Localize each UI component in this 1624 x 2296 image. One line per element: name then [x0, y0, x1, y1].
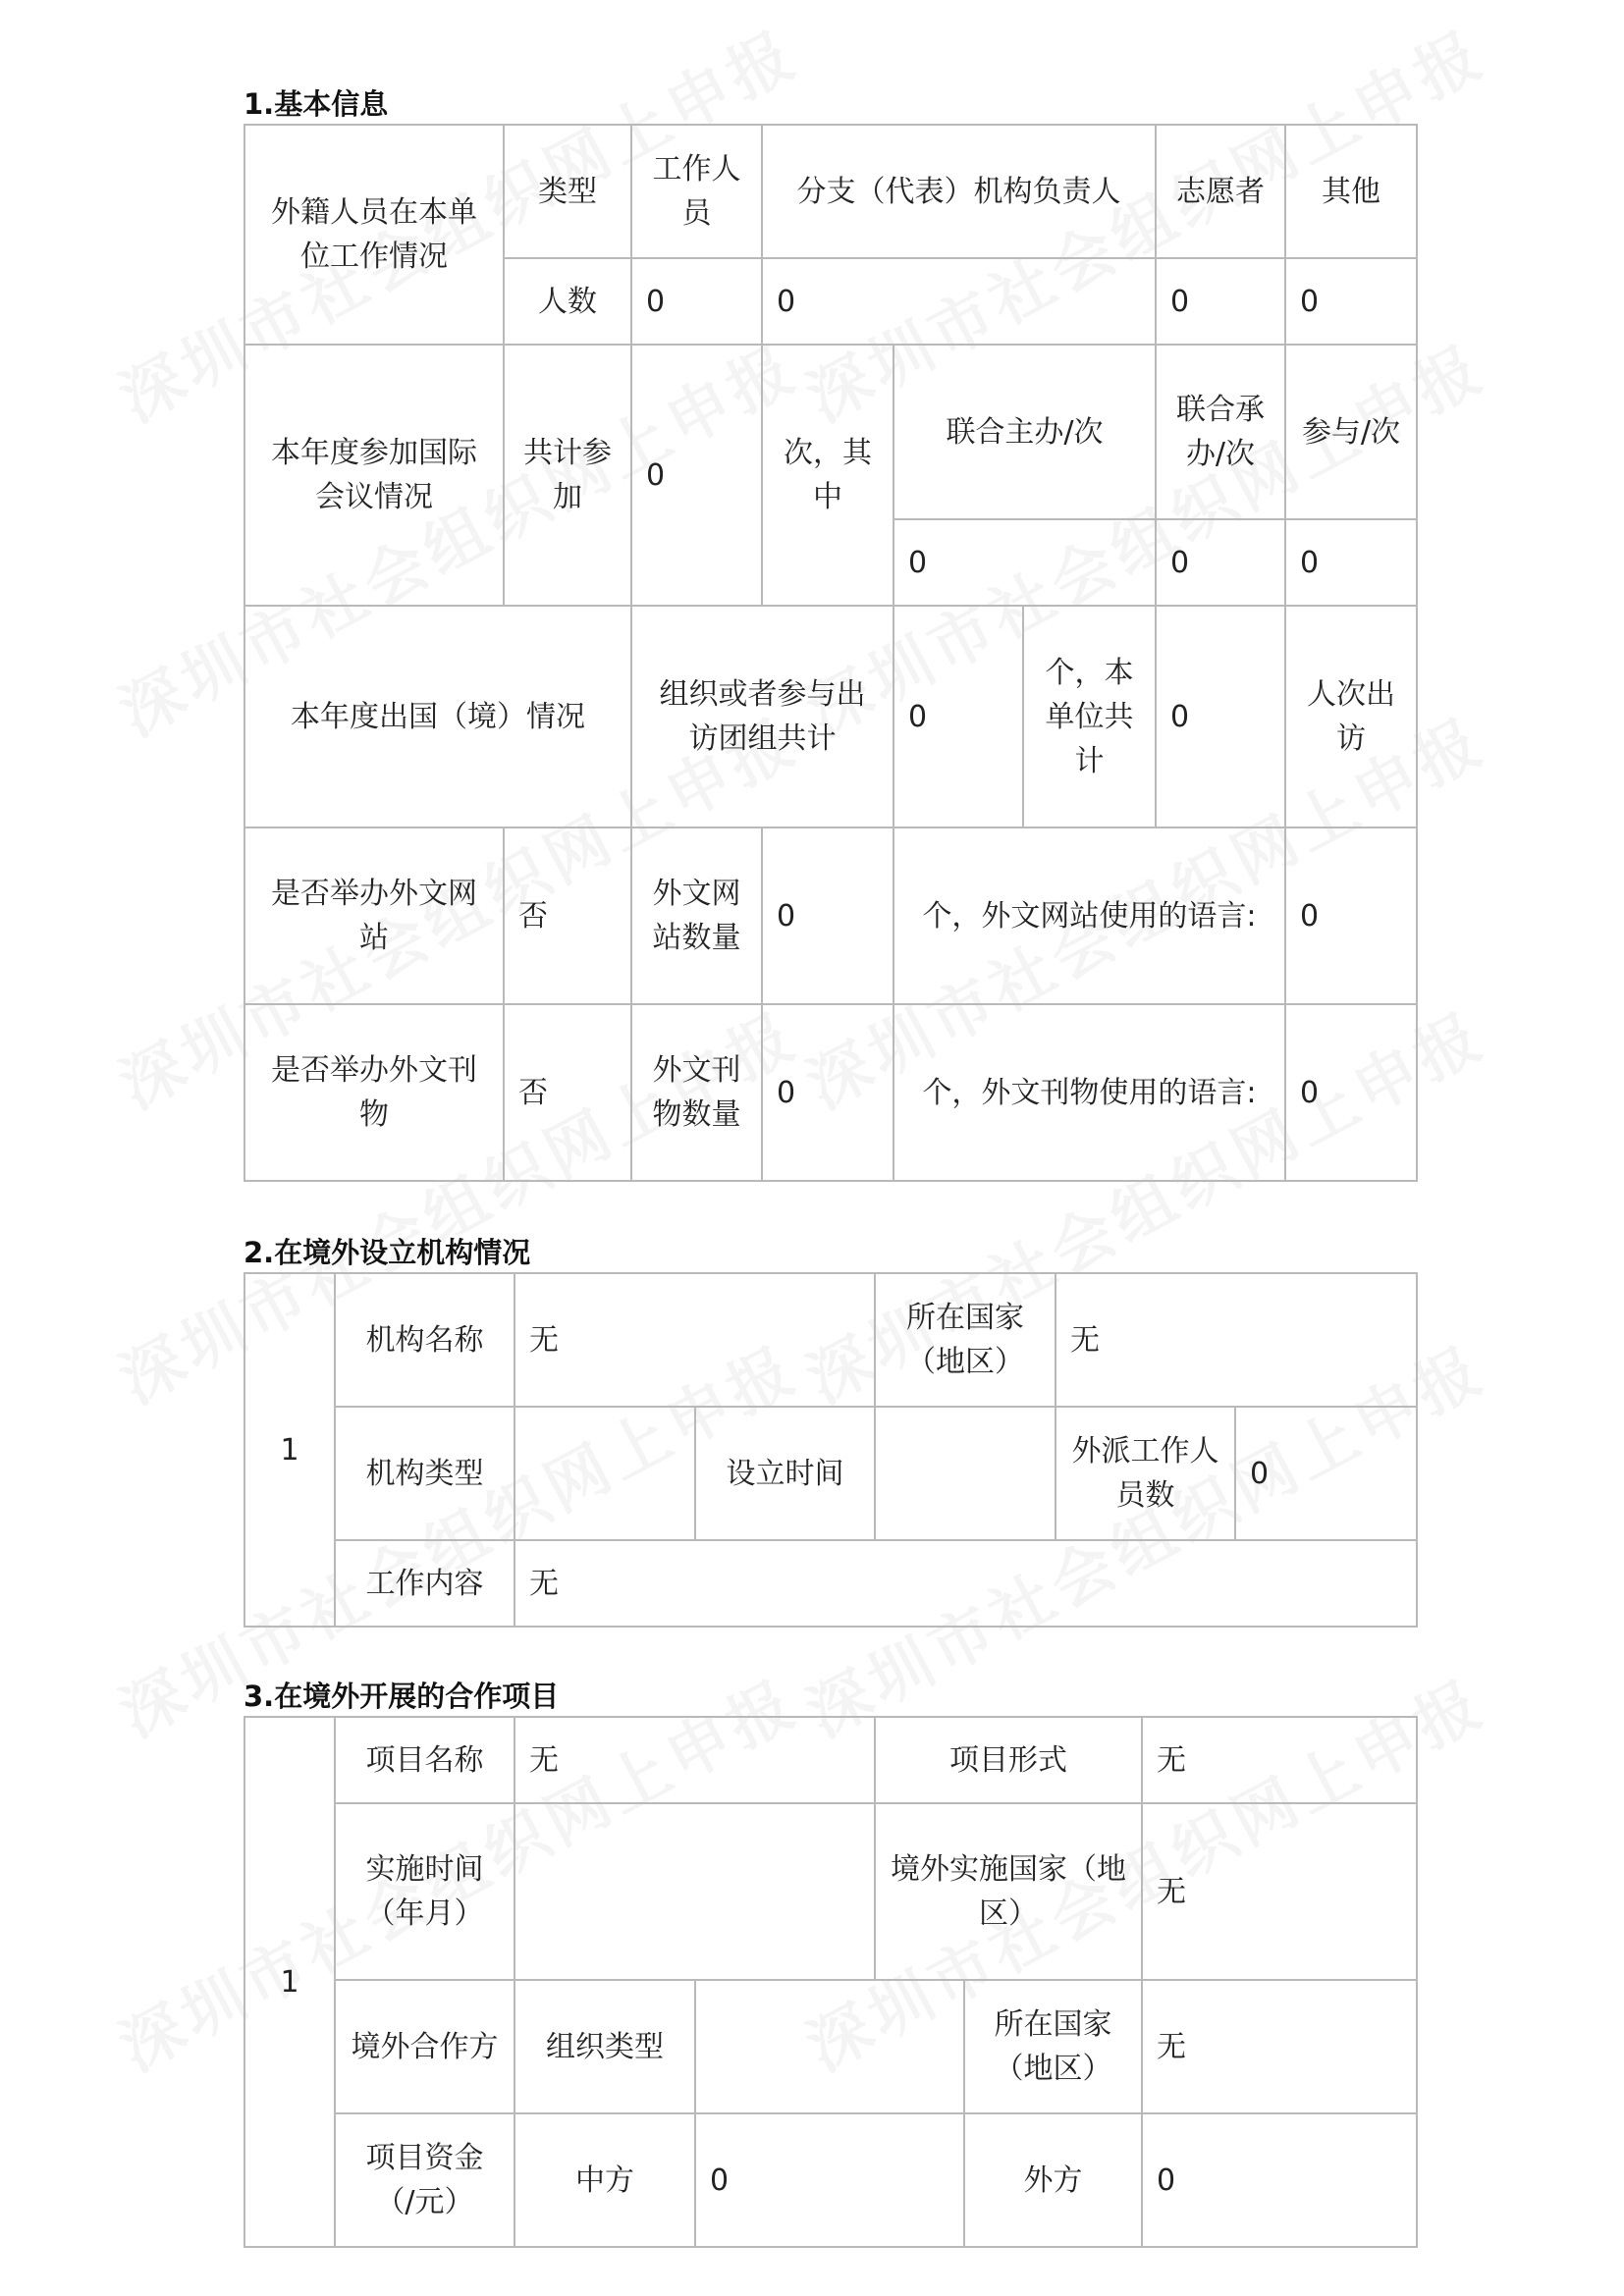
- groups-label: 组织或者参与出访团组共计: [631, 606, 893, 828]
- section-2-title: 2.在境外设立机构情况: [244, 1236, 531, 1269]
- col-other: 其他: [1285, 125, 1417, 258]
- periodical-count-value: 0: [762, 1004, 893, 1181]
- org-type-label: 组织类型: [514, 1980, 695, 2113]
- org-type-value: [695, 1980, 964, 2113]
- impl-time-value: [514, 1803, 875, 1980]
- overseas-org-table: [244, 1272, 1418, 1628]
- chinese-side-value: 0: [695, 2113, 964, 2247]
- participate-value: 0: [1285, 519, 1417, 606]
- project-name-label: 项目名称: [335, 1717, 514, 1803]
- section-1-title: 1.基本信息: [244, 87, 389, 121]
- website-count-value: 0: [762, 828, 893, 1004]
- foreign-periodical-value: 否: [504, 1004, 631, 1181]
- project-form-label: 项目形式: [875, 1717, 1142, 1803]
- org-type-label: 机构类型: [335, 1407, 514, 1540]
- col-volunteer: 志愿者: [1156, 125, 1285, 258]
- foreign-website-value: 否: [504, 828, 631, 1004]
- unit-total-value: 0: [1156, 606, 1285, 828]
- website-count-label: 外文网站数量: [631, 828, 762, 1004]
- unit-total-label: 个，本单位共计: [1023, 606, 1156, 828]
- work-content-value: 无: [514, 1540, 1417, 1627]
- total-label: 共计参加: [504, 345, 631, 606]
- overseas-visits-label: 本年度出国（境）情况: [244, 606, 631, 828]
- periodical-lang-label: 个，外文刊物使用的语言:: [893, 1004, 1285, 1181]
- setup-time-label: 设立时间: [695, 1407, 875, 1540]
- work-content-label: 工作内容: [335, 1540, 514, 1627]
- val-branch-head: 0: [762, 258, 1156, 345]
- funds-label: 项目资金（/元）: [335, 2113, 514, 2247]
- periodical-lang-value: 0: [1285, 1004, 1417, 1181]
- impl-country-label: 境外实施国家（地区）: [875, 1803, 1142, 1980]
- foreign-side-value: 0: [1142, 2113, 1417, 2247]
- intl-meetings-label: 本年度参加国际会议情况: [244, 345, 504, 606]
- periodical-count-label: 外文刊物数量: [631, 1004, 762, 1181]
- staff-count-label: 外派工作人员数: [1056, 1407, 1235, 1540]
- times-among: 次，其中: [762, 345, 893, 606]
- partner-country-value: 无: [1142, 1980, 1417, 2113]
- col-staff: 工作人员: [631, 125, 762, 258]
- col-branch-head: 分支（代表）机构负责人: [762, 125, 1156, 258]
- type-label: 类型: [504, 125, 631, 258]
- project-name-value: 无: [514, 1717, 875, 1803]
- country-label: 所在国家（地区）: [875, 1273, 1056, 1407]
- project-form-value: 无: [1142, 1717, 1417, 1803]
- chinese-side-label: 中方: [514, 2113, 695, 2247]
- org-type-value: [514, 1407, 695, 1540]
- total-value: 0: [631, 345, 762, 606]
- org-name-value: 无: [514, 1273, 875, 1407]
- partner-country-label: 所在国家（地区）: [964, 1980, 1142, 2113]
- country-value: 无: [1056, 1273, 1417, 1407]
- foreign-staff-label: 外籍人员在本单位工作情况: [244, 125, 504, 345]
- setup-time-value: [875, 1407, 1056, 1540]
- co-host-value: 0: [893, 519, 1156, 606]
- foreign-periodical-label: 是否举办外文刊物: [244, 1004, 504, 1181]
- website-lang-value: 0: [1285, 828, 1417, 1004]
- count-label: 人数: [504, 258, 631, 345]
- website-lang-label: 个，外文网站使用的语言:: [893, 828, 1285, 1004]
- row-index: 1: [244, 1717, 335, 2247]
- groups-value: 0: [893, 606, 1023, 828]
- val-volunteer: 0: [1156, 258, 1285, 345]
- org-name-label: 机构名称: [335, 1273, 514, 1407]
- co-organize-label: 联合承办/次: [1156, 345, 1285, 519]
- person-times-label: 人次出访: [1285, 606, 1417, 828]
- impl-country-value: 无: [1142, 1803, 1417, 1980]
- impl-time-label: 实施时间（年月）: [335, 1803, 514, 1980]
- foreign-side-label: 外方: [964, 2113, 1142, 2247]
- val-staff: 0: [631, 258, 762, 345]
- partner-label: 境外合作方: [335, 1980, 514, 2113]
- basic-info-table: [244, 124, 1418, 1182]
- co-organize-value: 0: [1156, 519, 1285, 606]
- staff-count-value: 0: [1235, 1407, 1417, 1540]
- foreign-website-label: 是否举办外文网站: [244, 828, 504, 1004]
- row-index: 1: [244, 1273, 335, 1627]
- coop-project-table: [244, 1716, 1418, 2248]
- participate-label: 参与/次: [1285, 345, 1417, 519]
- co-host-label: 联合主办/次: [893, 345, 1156, 519]
- section-3-title: 3.在境外开展的合作项目: [244, 1680, 560, 1713]
- val-other: 0: [1285, 258, 1417, 345]
